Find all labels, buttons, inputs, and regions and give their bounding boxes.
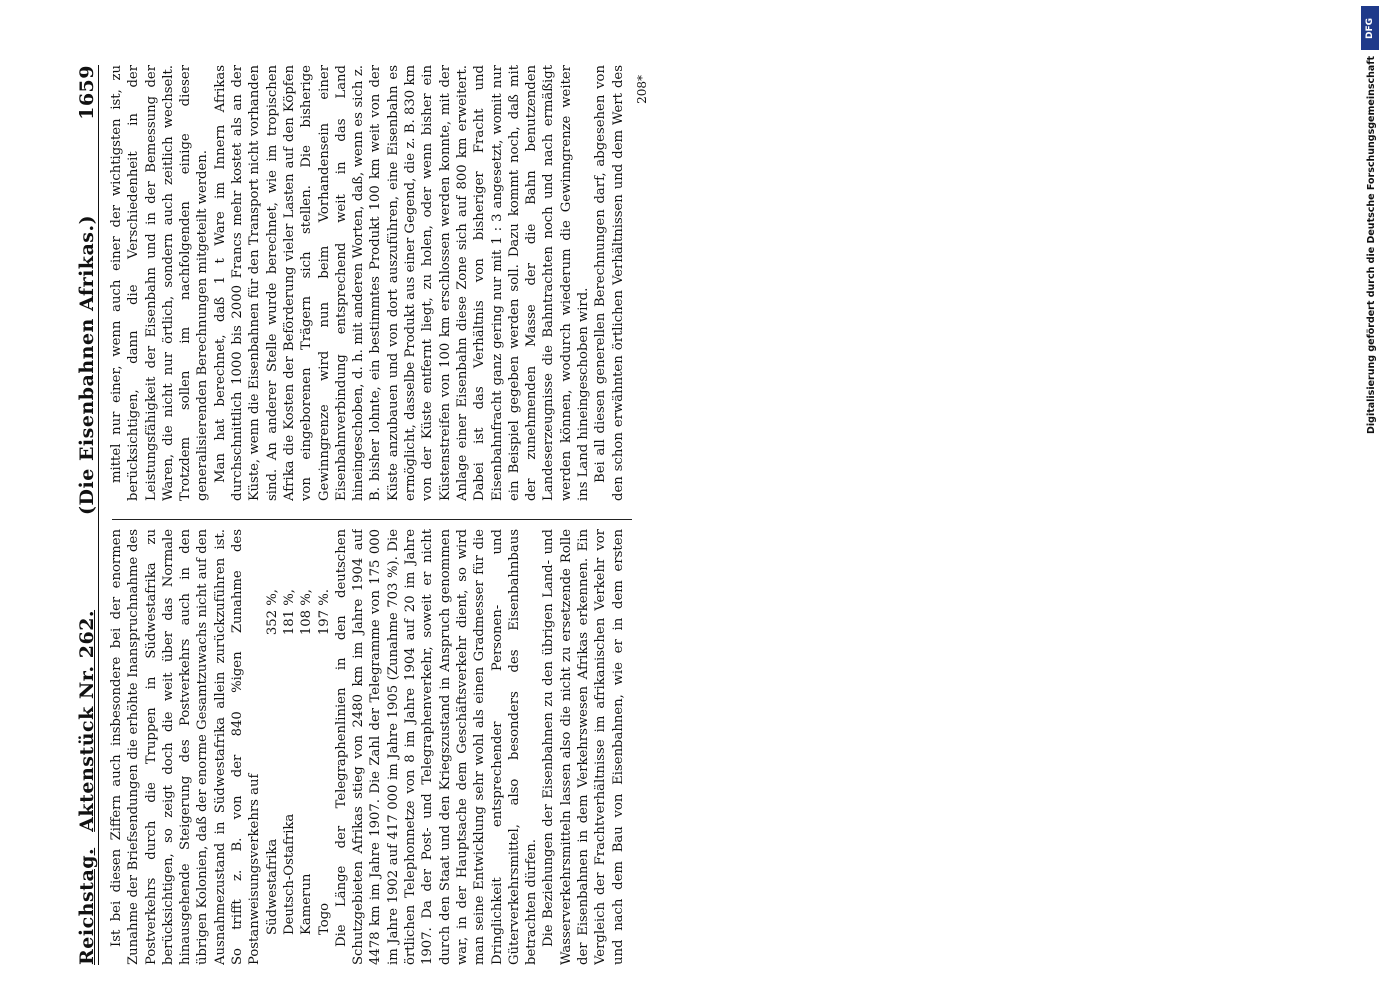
table-row [264, 529, 281, 965]
table-row [281, 529, 298, 965]
table-row [316, 529, 333, 965]
document-page [50, 65, 1383, 965]
table-cell-name: Kamerun [299, 873, 315, 935]
dfg-credit-text: Digitalisierung gefördert durch die Deutsche Forschungsgemeinschaft [1366, 56, 1377, 434]
table-cell-name: Südwestafrika [264, 838, 280, 935]
statistics-table [264, 529, 333, 965]
header-title: (Die Eisenbahnen Afrikas.) [76, 214, 98, 515]
header-aktenstueck: Aktenstück Nr. 262. [76, 609, 98, 832]
table-cell-value: 352 %, [264, 589, 280, 636]
column-left [108, 529, 628, 965]
table-cell-value: 197 %. [316, 589, 332, 636]
column-divider [112, 519, 632, 520]
header-left [76, 610, 98, 965]
page-number: 1659 [76, 65, 98, 120]
paragraph: Man hat berechnet, daß 1 t Ware im Innern Afrikas durchschnittlich 1000 bis 2000 Francs mehr kostet als an der Küste, wenn die Eisenbahnen für den Transport nicht vorhanden sind. An anderer Stelle wurde berechnet, wie im tropischen Afrika die Kosten der Beförderung vieler Lasten auf den Köpfen von eingeborenen Trägern sich stellen. Die bisherige Gewinngrenze wird nun beim Vorhandensein einer Eisenbahnverbindung entsprechend weit in das Land hineingeschoben, d. h. mit anderen Worten, daß, wenn es sich z. B. bisher lohnte, ein bestimmtes Produkt 100 km weit von der Küste anzubauen und von dort auszuführen, eine Eisenbahn es ermöglicht, dasselbe Produkt aus einer Gegend, die z. B. 830 km von der Küste entfernt liegt, zu holen, oder wenn bisher ein Küstenstreifen von 100 km erschlossen werden konnte, mit der Anlage einer Eisenbahn diese Zone sich auf 800 km erweitert. Dabei ist das Verhältnis von bisheriger Fracht und Eisenbahnfracht ganz gering nur mit 1 : 3 angesetzt, womit nur ein Beispiel gegeben werden soll. Dazu kommt noch, daß mit der zunehmenden Masse der die Bahn benutzenden Landeserzeugnisse die Bahntrachten noch und nach ermäßigt werden können, wodurch wiederum die Gewinngrenze weiter ins Land hineingeschoben wird. [212, 65, 592, 501]
table-cell-value: 181 %, [281, 589, 297, 636]
table-row [298, 529, 315, 965]
column-right [108, 65, 628, 501]
paragraph: Die Länge der Telegraphenlinien in den deutschen Schutzgebieten Afrikas stieg von 2480 km im Jahre 1904 auf 4478 km im Jahre 1907. Die Zahl der Telegramme von 175 000 im Jahre 1902 auf 417 000 im Jahre 1905 (Zunahme 703 %). Die örtlichen Telephonnetze von 8 im Jahre 1904 auf 20 im Jahre 1907. Da der Post- und Telegraphenverkehr, soweit er nicht durch den Staat und den Kriegszustand in Anspruch genommen war, in der Hauptsache dem Geschäftsverkehr dient, so wird man seine Entwicklung sehr wohl als einen Gradmesser für die Dringlichkeit entsprechender Personen- und Güterverkehrsmittel, also besonders des Eisenbahnbaus betrachten dürfen. [333, 529, 540, 965]
table-cell-name: Deutsch-Ostafrika [281, 813, 297, 935]
paragraph: Die Beziehungen der Eisenbahnen zu den übrigen Land- und Wasserverkehrsmitteln lassen also die nicht zu ersetzende Rolle der Eisenbahnen in dem Verkehrswesen Afrikas erkennen. Ein Vergleich der Frachtverhältnisse im afrikanischen Verkehr vor und nach dem Bau von Eisenbahnen, wie er in dem ersten [541, 529, 626, 965]
table-cell-value: 108 %, [299, 589, 315, 636]
paragraph: Ist bei diesen Ziffern auch insbesondere bei der enormen Zunahme der Briefsendungen die erhöhte Inanspruchnahme des Postverkehrs durch die Truppen in Südwestafrika zu berücksichtigen, so zeigt doch die weit über das Normale hinausgehende Steigerung des Postverkehrs auch in den übrigen Kolonien, daß der enorme Gesamtzuwachs nicht auf den Ausnahmezustand in Südwestafrika allein zurückzuführen ist. So trifft z. B. von der 840 %igen Zunahme des Postanweisungsverkehrs auf [109, 529, 263, 965]
paragraph: Bei all diesen generellen Berechnungen darf, abgesehen von den schon erwähnten örtlichen Verhältnissen und dem Wert des [593, 65, 626, 501]
page-header [58, 65, 99, 965]
paragraph: mittel nur einer, wenn auch einer der wichtigsten ist, zu berücksichtigen, dann die Verschiedenheit in der Leistungsfähigkeit der Eisenbahn und in der Bemessung der Waren, die nicht nur örtlich, sondern auch zeitlich wechselt. Trotzdem sollen im nachfolgenden einige dieser generalisierenden Berechnungen mitgeteilt werden. [109, 65, 211, 501]
text-columns [108, 65, 628, 965]
dfg-logo: DFG [1361, 6, 1379, 50]
table-cell-name: Togo [316, 902, 332, 935]
signature-mark: 208* [635, 75, 649, 104]
header-reichstag: Reichstag. [76, 847, 98, 965]
